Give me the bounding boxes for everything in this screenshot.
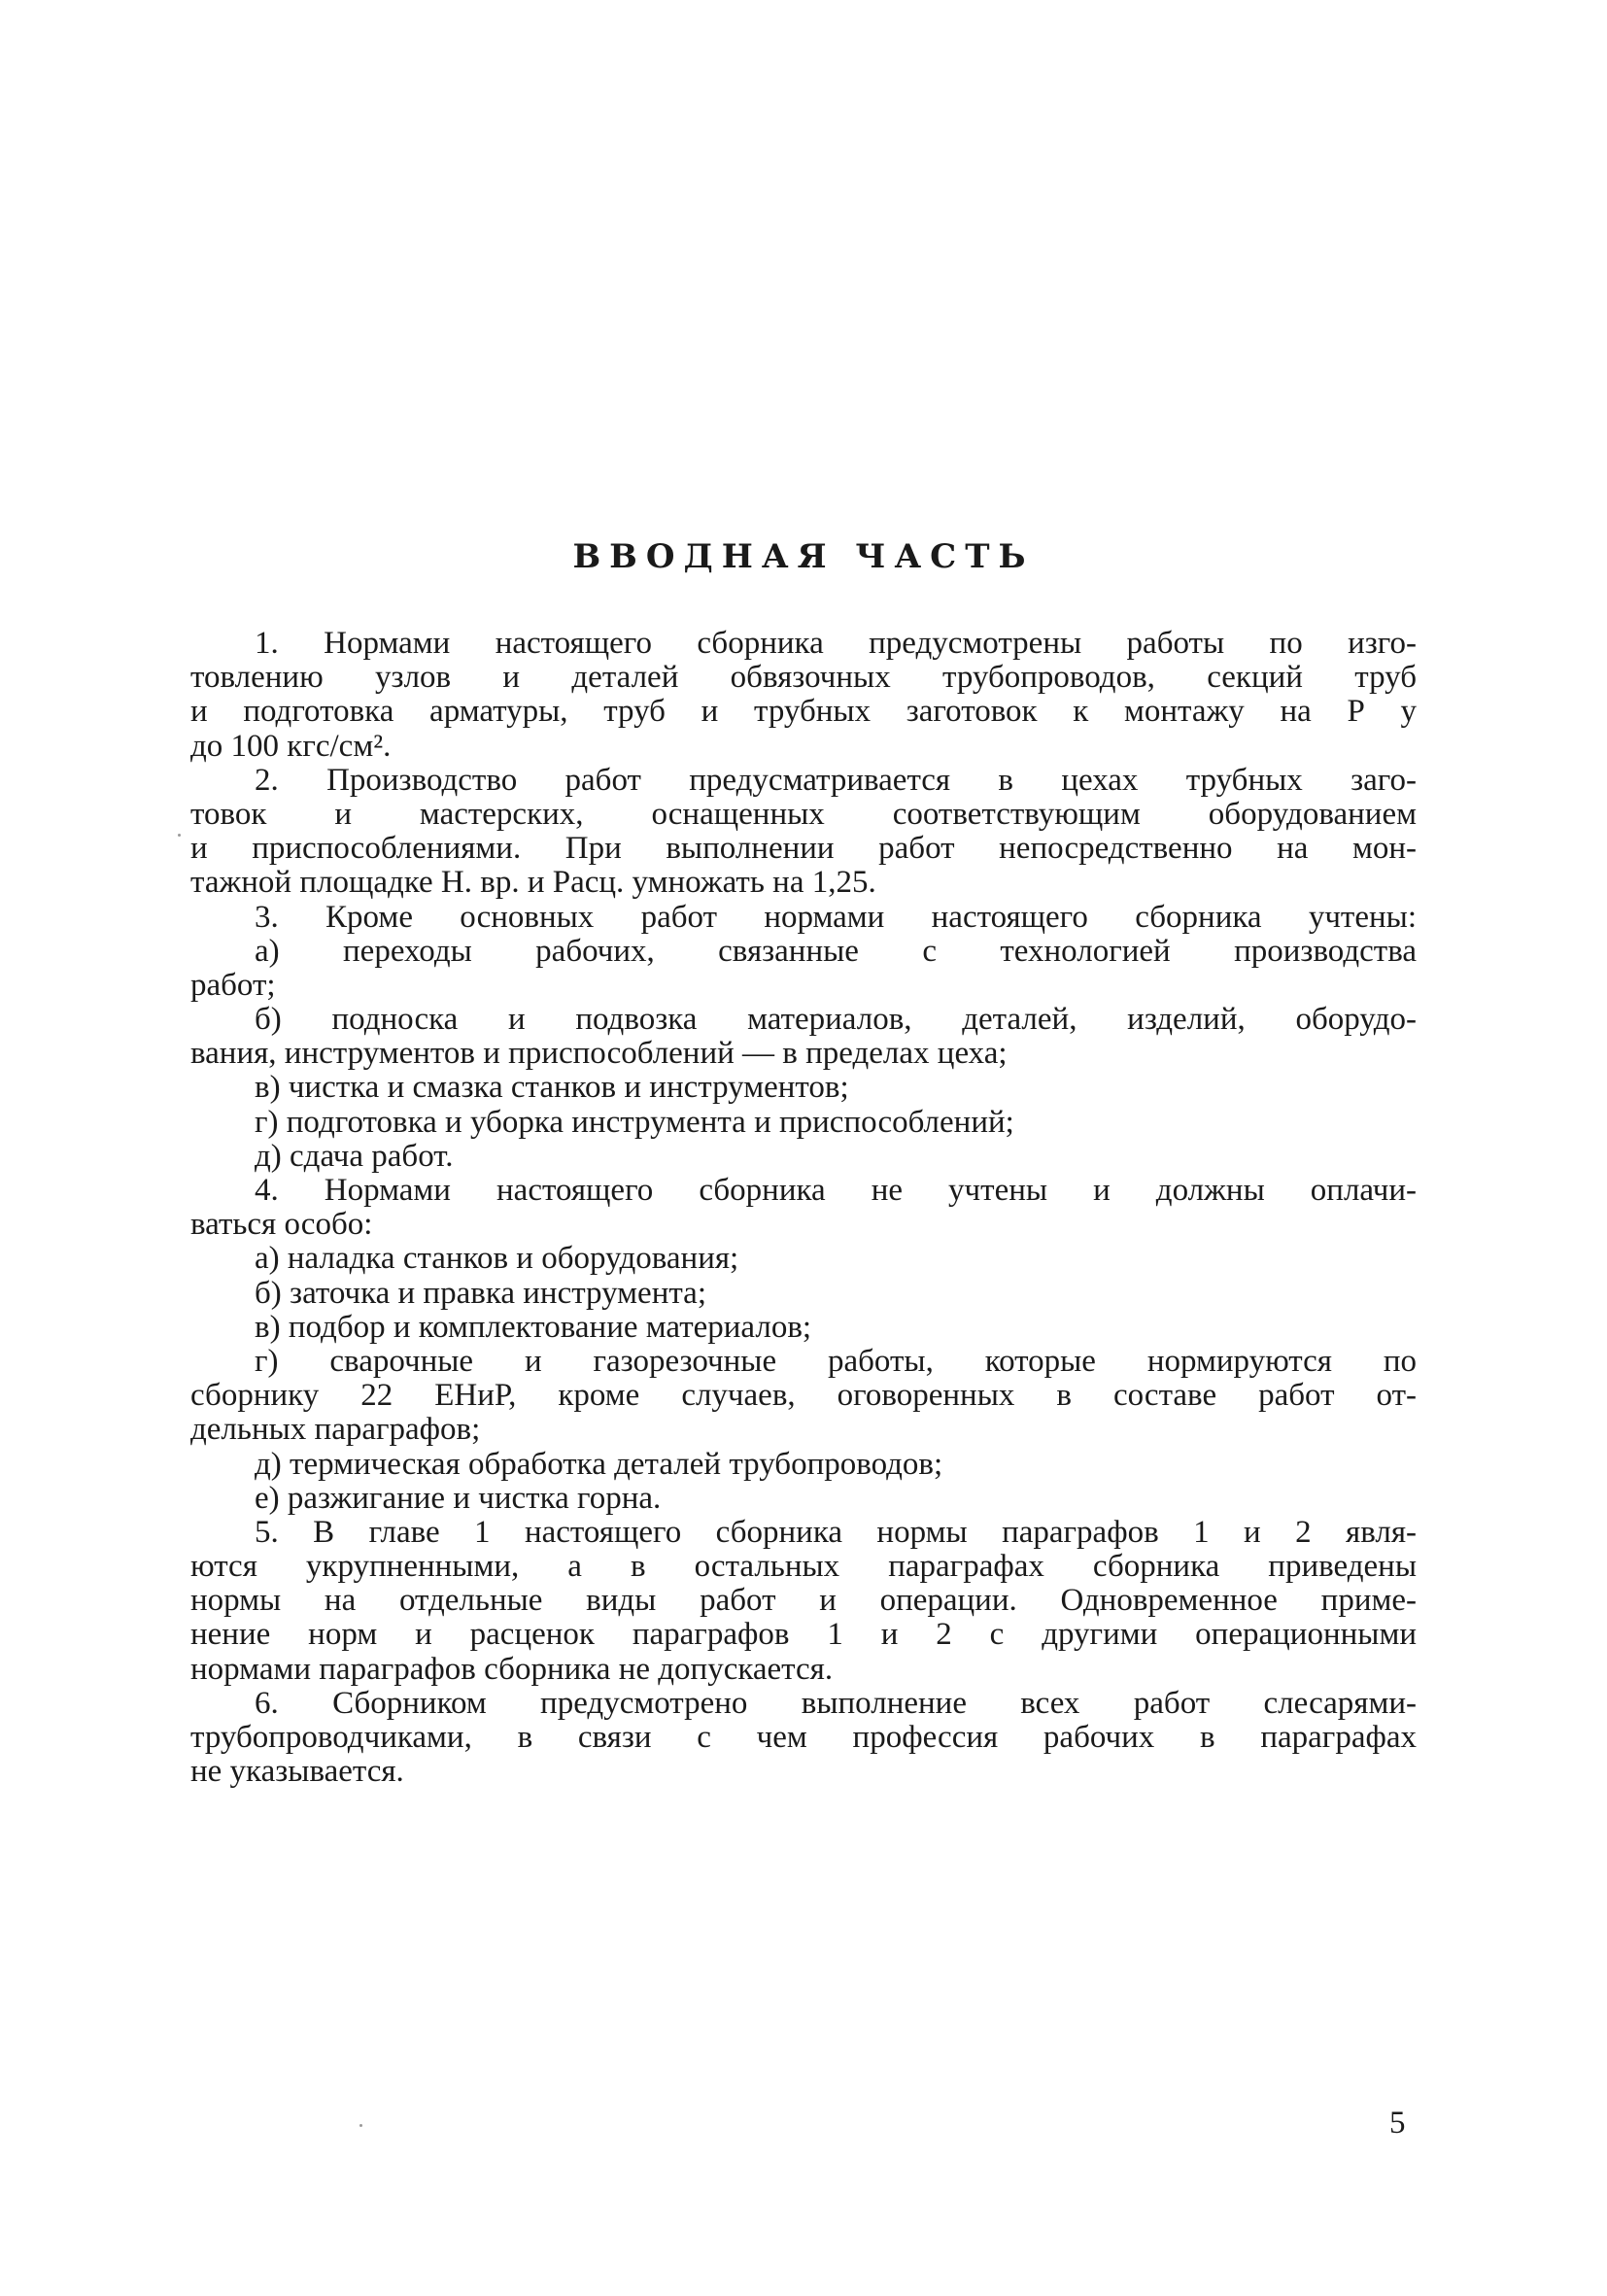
text-line: не указывается.: [190, 1754, 404, 1790]
text-line: вания, инструментов и приспособлений — в пределах цеха;: [190, 1036, 1008, 1072]
text-line: дельных параграфов;: [190, 1412, 481, 1448]
text-line: до 100 кгс/см².: [190, 728, 392, 764]
text-line: г) сварочные и газорезочные работы, которые нормируются по: [255, 1343, 1417, 1379]
section-title: ВВОДНАЯ ЧАСТЬ: [572, 537, 1035, 576]
text-line: ются укрупненными, а в остальных параграфах сборника приведены: [190, 1549, 1417, 1585]
text-line: г) подготовка и уборка инструмента и приспособлений;: [255, 1104, 1014, 1140]
text-line: е) разжигание и чистка горна.: [255, 1480, 662, 1516]
text-line: нормы на отдельные виды работ и операции. Одновременное приме-: [190, 1583, 1417, 1619]
page-number: 5: [1389, 2106, 1406, 2141]
text-line: в) чистка и смазка станков и инструментов;: [255, 1070, 849, 1106]
scan-speck: [359, 2124, 362, 2127]
text-line: сборнику 22 ЕНиР, кроме случаев, оговоренных в составе работ от-: [190, 1378, 1417, 1414]
text-line: 6. Сборником предусмотрено выполнение всех работ слесарями-: [255, 1685, 1417, 1721]
text-line: товок и мастерских, оснащенных соответствующим оборудованием: [190, 796, 1417, 832]
scan-speck: [178, 834, 181, 837]
text-line: ваться особо:: [190, 1207, 373, 1243]
text-line: нение норм и расценок параграфов 1 и 2 с другими операционными: [190, 1617, 1417, 1653]
text-line: 2. Производство работ предусматривается в цехах трубных заго-: [255, 762, 1417, 798]
text-line: и приспособлениями. При выполнении работ непосредственно на мон-: [190, 831, 1417, 867]
text-line: в) подбор и комплектование материалов;: [255, 1309, 812, 1345]
text-line: и подготовка арматуры, труб и трубных заготовок к монтажу на Р у: [190, 694, 1417, 730]
text-line: б) подноска и подвозка материалов, деталей, изделий, оборудо-: [255, 1002, 1417, 1038]
text-line: а) наладка станков и оборудования;: [255, 1241, 739, 1277]
body-text: [190, 627, 1417, 1789]
text-line: 3. Кроме основных работ нормами настоящего сборника учтены:: [255, 899, 1417, 935]
text-line: б) заточка и правка инструмента;: [255, 1275, 706, 1311]
text-line: товлению узлов и деталей обвязочных трубопроводов, секций труб: [190, 660, 1417, 696]
text-line: д) сдача работ.: [255, 1138, 454, 1174]
text-line: 4. Нормами настоящего сборника не учтены и должны оплачи-: [255, 1173, 1417, 1208]
text-line: трубопроводчиками, в связи с чем профессия рабочих в параграфах: [190, 1720, 1417, 1755]
text-line: тажной площадке Н. вр. и Расц. умножать на 1,25.: [190, 865, 876, 901]
text-line: д) термическая обработка деталей трубопроводов;: [255, 1446, 943, 1482]
text-line: 1. Нормами настоящего сборника предусмотрены работы по изго-: [255, 626, 1417, 661]
text-line: 5. В главе 1 настоящего сборника нормы параграфов 1 и 2 явля-: [255, 1514, 1417, 1550]
text-line: а) переходы рабочих, связанные с технологией производства: [255, 933, 1417, 969]
text-line: нормами параграфов сборника не допускается.: [190, 1651, 834, 1687]
text-line: работ;: [190, 967, 276, 1003]
